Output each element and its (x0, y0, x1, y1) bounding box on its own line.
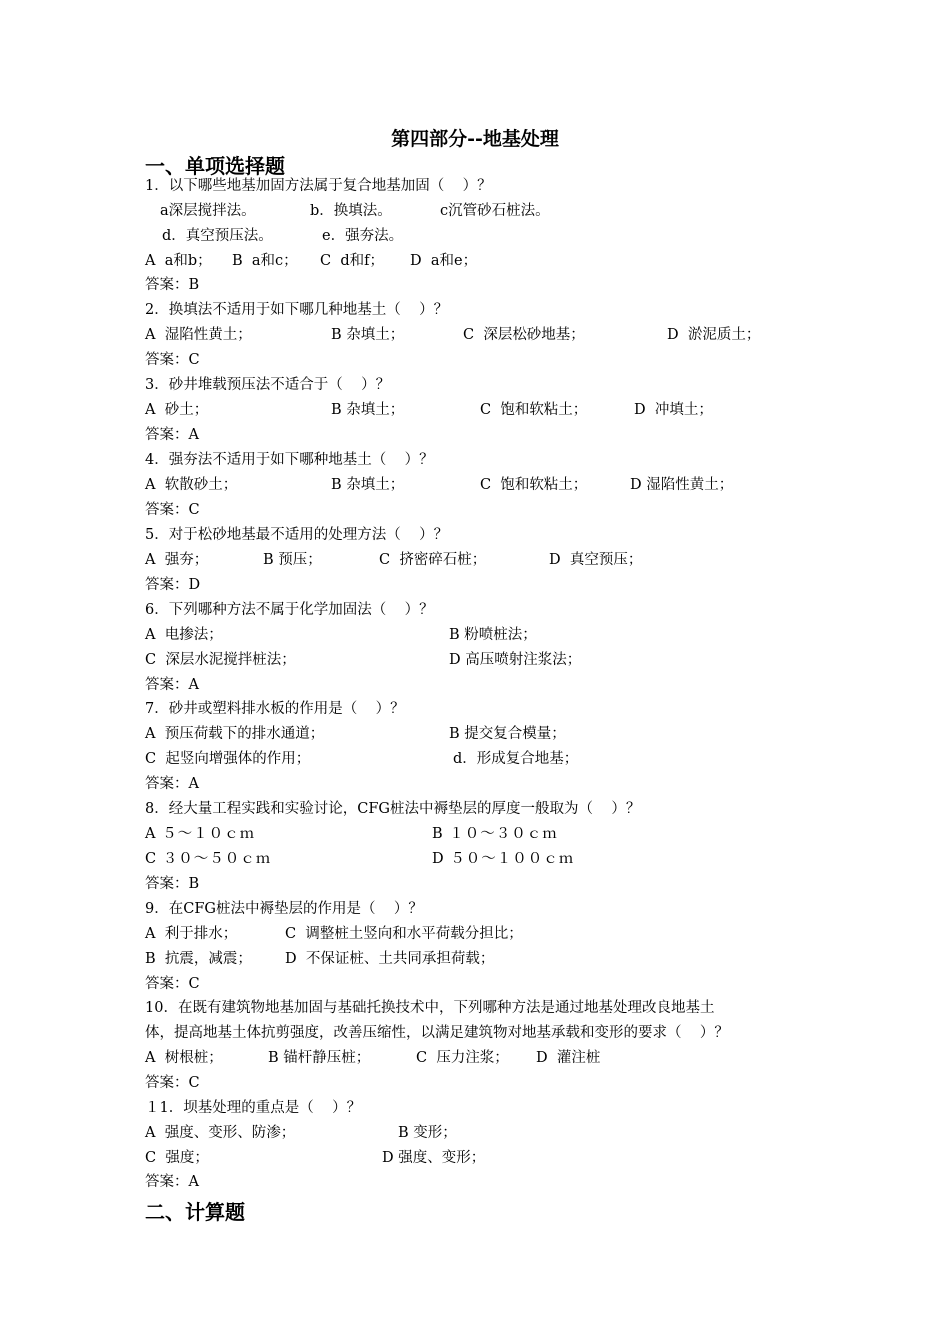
question-1-stem: 1．以下哪些地基加固方法属于复合地基加固（ ）？ (145, 178, 492, 194)
q8-option-d: D ５０～１００ｃｍ (432, 851, 575, 867)
q3-option-a: A 砂土； (145, 402, 209, 418)
q6-answer: 答案：A (145, 677, 199, 693)
q11-option-c: C 强度； (145, 1150, 209, 1166)
q10-option-c: C 压力注浆； (416, 1050, 509, 1066)
q10-option-a: A 树根桩； (145, 1050, 223, 1066)
q9-option-c: C 调整桩土竖向和水平荷载分担比； (285, 926, 523, 942)
question-4-stem: 4．强夯法不适用于如下哪种地基土（ ）？ (145, 452, 434, 468)
q9-option-b: B 抗震，减震； (145, 951, 252, 967)
q1-item-b: b．换填法。 (310, 203, 392, 219)
section-heading-calculation: 二、计算题 (145, 1200, 245, 1224)
q3-option-d: D 冲填土； (634, 402, 713, 418)
q10-option-d: D 灌注桩 (536, 1050, 601, 1066)
q5-option-c: C 挤密碎石桩； (379, 552, 487, 568)
q7-option-a: A 预压荷载下的排水通道； (145, 726, 325, 742)
q8-option-c: C ３０～５０ｃｍ (145, 851, 272, 867)
question-6-stem: 6．下列哪种方法不属于化学加固法（ ）？ (145, 602, 434, 618)
question-8-stem: 8．经大量工程实践和实验讨论，CFG桩法中褥垫层的厚度一般取为（ ）？ (145, 801, 641, 817)
q4-answer: 答案：C (145, 502, 200, 518)
question-3-stem: 3．砂井堆载预压法不适合于（ ）？ (145, 377, 391, 393)
q3-answer: 答案：A (145, 427, 199, 443)
q4-option-c: C 饱和软粘土； (480, 477, 588, 493)
question-5-stem: 5．对于松砂地基最不适用的处理方法（ ）？ (145, 527, 449, 543)
q1-item-e: e．强夯法。 (322, 228, 404, 244)
q7-option-d: d．形成复合地基； (453, 751, 579, 767)
question-10-stem-line2: 体，提高地基土体抗剪强度，改善压缩性，以满足建筑物对地基承载和变形的要求（ ）？ (145, 1025, 729, 1041)
question-10-stem-line1: 10．在既有建筑物地基加固与基础托换技术中，下列哪种方法是通过地基处理改良地基土 (145, 1000, 715, 1016)
q8-option-b: B １０～３０ｃｍ (432, 826, 558, 842)
q6-option-a: A 电掺法； (145, 627, 223, 643)
q1-option-b: B a和c； (232, 253, 298, 269)
q11-answer: 答案：A (145, 1174, 199, 1190)
q6-option-c: C 深层水泥搅拌桩法； (145, 652, 296, 668)
q1-option-d: D a和e； (410, 253, 478, 269)
q8-option-a: A ５～１０ｃｍ (145, 826, 256, 842)
question-7-stem: 7．砂井或塑料排水板的作用是（ ）？ (145, 701, 405, 717)
q1-option-c: C d和f； (320, 253, 384, 269)
q9-option-d: D 不保证桩、土共同承担荷载； (285, 951, 495, 967)
q2-option-c: C 深层松砂地基； (463, 327, 585, 343)
q2-option-d: D 淤泥质土； (667, 327, 761, 343)
q9-answer: 答案：C (145, 976, 200, 992)
q11-option-a: A 强度、变形、防渗； (145, 1125, 296, 1141)
q4-option-a: A 软散砂土； (145, 477, 238, 493)
q5-option-b: B 预压； (263, 552, 322, 568)
q7-answer: 答案：A (145, 776, 199, 792)
question-11-stem: １1．坝基处理的重点是（ ）？ (145, 1100, 362, 1116)
q7-option-c: C 起竖向增强体的作用； (145, 751, 311, 767)
q1-item-c: c沉管砂石桩法。 (440, 203, 550, 219)
q11-option-d: D 强度、变形； (382, 1150, 486, 1166)
q1-item-a: a深层搅拌法。 (160, 203, 256, 219)
q7-option-b: B 提交复合模量； (449, 726, 566, 742)
q2-option-a: A 湿陷性黄土； (145, 327, 252, 343)
q5-option-a: A 强夯； (145, 552, 209, 568)
q5-answer: 答案：D (145, 577, 201, 593)
section-heading-choice: 一、单项选择题 (145, 154, 285, 178)
q6-option-d: D 高压喷射注浆法； (449, 652, 582, 668)
question-2-stem: 2．换填法不适用于如下哪几种地基土（ ）？ (145, 302, 449, 318)
q4-option-b: B 杂填土； (331, 477, 405, 493)
q5-option-d: D 真空预压； (549, 552, 643, 568)
q2-answer: 答案：C (145, 352, 200, 368)
q11-option-b: B 变形； (398, 1125, 457, 1141)
q3-option-b: B 杂填土； (331, 402, 405, 418)
q3-option-c: C 饱和软粘土； (480, 402, 588, 418)
q10-option-b: B 锚杆静压桩； (268, 1050, 371, 1066)
q1-item-d: d．真空预压法。 (162, 228, 273, 244)
q10-answer: 答案：C (145, 1075, 200, 1091)
q1-answer: 答案：B (145, 277, 200, 293)
q1-option-a: A a和b； (145, 253, 212, 269)
q8-answer: 答案：B (145, 876, 200, 892)
question-9-stem: 9．在CFG桩法中褥垫层的作用是（ ）？ (145, 901, 423, 917)
q9-option-a: A 利于排水； (145, 926, 238, 942)
q4-option-d: D 湿陷性黄土； (630, 477, 734, 493)
page-title: 第四部分--地基处理 (391, 128, 559, 150)
q6-option-b: B 粉喷桩法； (449, 627, 537, 643)
q2-option-b: B 杂填土； (331, 327, 405, 343)
